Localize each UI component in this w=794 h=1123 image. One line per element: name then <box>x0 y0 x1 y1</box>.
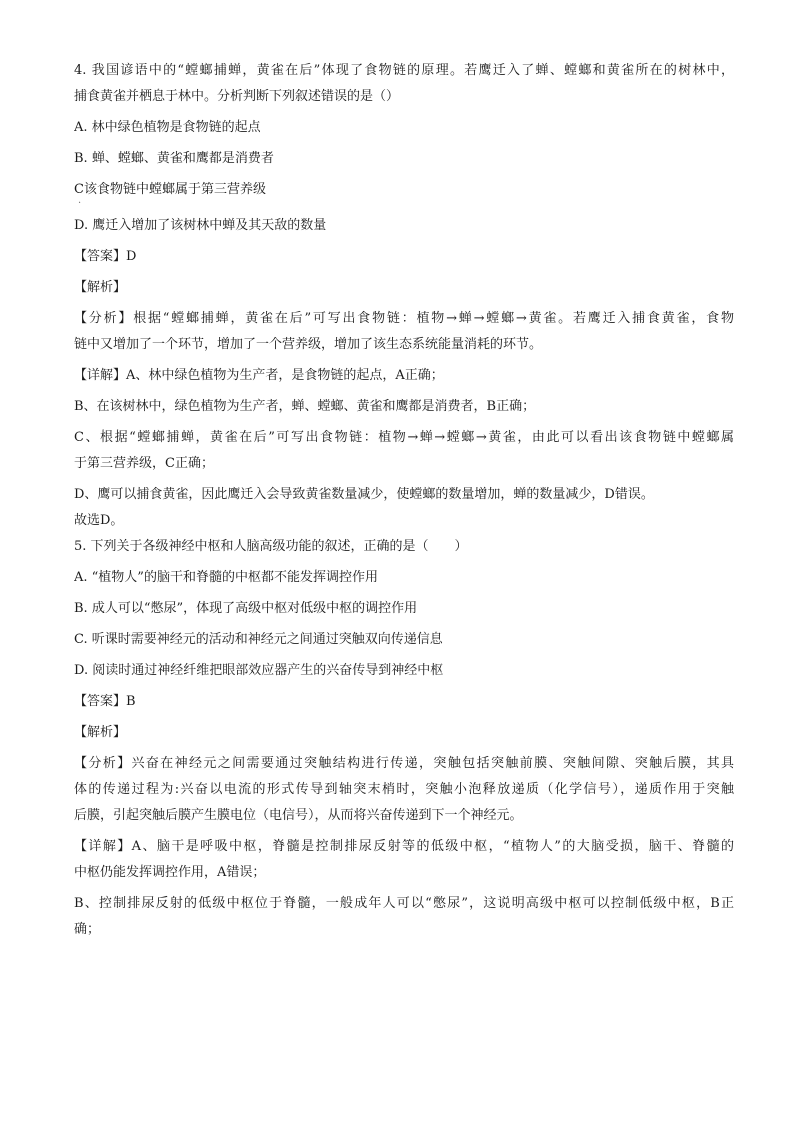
document-page <box>74 62 734 939</box>
q5-detail-b-line1: B、控制排尿反射的低级中枢位于脊髓，一般成年人可以“憋尿”，这说明高级中枢可以控制低级中枢，B正 <box>74 896 734 911</box>
q5-analysis-line2: 体的传递过程为:兴奋以电流的形式传导到轴突末梢时，突触小泡释放递质（化学信号），递质作用于突触 <box>74 782 734 797</box>
q4-conclusion: 故选D。 <box>74 513 124 528</box>
q5-jiexi-heading: 【解析】 <box>74 725 127 740</box>
q5-option-c: C. 听课时需要神经元的活动和神经元之间通过突触双向传递信息 <box>74 632 443 647</box>
q5-option-b: B. 成人可以“憋尿”，体现了高级中枢对低级中枢的调控作用 <box>74 601 418 616</box>
q5-answer: 【答案】B <box>74 694 136 709</box>
q5-detail-a-line2: 中枢仍能发挥调控作用，A错误； <box>74 865 266 880</box>
q5-option-a: A. “植物人”的脑干和脊髓的中枢都不能发挥调控作用 <box>74 570 378 585</box>
q5-analysis-line1: 【分析】兴奋在神经元之间需要通过突触结构进行传递，突触包括突触前膜、突触间隙、突触后膜，其具 <box>74 756 734 771</box>
q4-detail-d: D、鹰可以捕食黄雀，因此鹰迁入会导致黄雀数量减少，使螳螂的数量增加，蝉的数量减少，D错误。 <box>74 487 654 502</box>
q5-analysis-line3: 后膜，引起突触后膜产生膜电位（电信号），从而将兴奋传递到下一个神经元。 <box>74 808 523 823</box>
q4-option-c: C该食物链中螳螂属于第三营养级 <box>74 182 266 197</box>
stray-dot: · <box>78 198 82 209</box>
q5-detail-b-line2: 确； <box>74 922 101 937</box>
q4-detail-b: B、在该树林中，绿色植物为生产者，蝉、螳螂、黄雀和鹰都是消费者，B正确； <box>74 399 536 414</box>
q5-stem: 5. 下列关于各级神经中枢和人脑高级功能的叙述，正确的是（ ） <box>74 539 468 554</box>
q4-jiexi-heading: 【解析】 <box>74 280 127 295</box>
q4-option-a: A. 林中绿色植物是食物链的起点 <box>74 120 261 135</box>
q4-stem-line1: 4. 我国谚语中的“螳螂捕蝉，黄雀在后”体现了食物链的原理。若鹰迁入了蝉、螳螂和黄雀所在的树林中， <box>74 63 734 78</box>
q4-detail-c-line2: 于第三营养级，C正确； <box>74 456 214 471</box>
q4-option-b: B. 蝉、螳螂、黄雀和鹰都是消费者 <box>74 151 274 166</box>
q4-option-d: D. 鹰迁入增加了该树林中蝉及其天敌的数量 <box>74 218 327 233</box>
q4-stem-line2: 捕食黄雀并栖息于林中。分析判断下列叙述错误的是（） <box>74 89 400 104</box>
q5-detail-a-line1: 【详解】A、脑干是呼吸中枢，脊髓是控制排尿反射等的低级中枢，“植物人”的大脑受损，脑干、脊髓的 <box>74 839 734 854</box>
q4-detail-c-line1: C、根据“螳螂捕蝉，黄雀在后”可写出食物链：植物→蝉→螳螂→黄雀，由此可以看出该食物链中螳螂属 <box>74 430 734 445</box>
q5-option-d: D. 阅读时通过神经纤维把眼部效应器产生的兴奋传导到神经中枢 <box>74 663 444 678</box>
q4-detail-a: 【详解】A、林中绿色植物为生产者，是食物链的起点，A正确； <box>74 368 444 383</box>
q4-analysis-line2: 链中又增加了一个环节，增加了一个营养级，增加了该生态系统能量消耗的环节。 <box>74 337 543 352</box>
q4-analysis-line1: 【分析】根据“螳螂捕蝉，黄雀在后”可写出食物链：植物→蝉→螳螂→黄雀。若鹰迁入捕食黄雀，食物 <box>74 311 734 326</box>
q4-answer: 【答案】D <box>74 249 137 264</box>
